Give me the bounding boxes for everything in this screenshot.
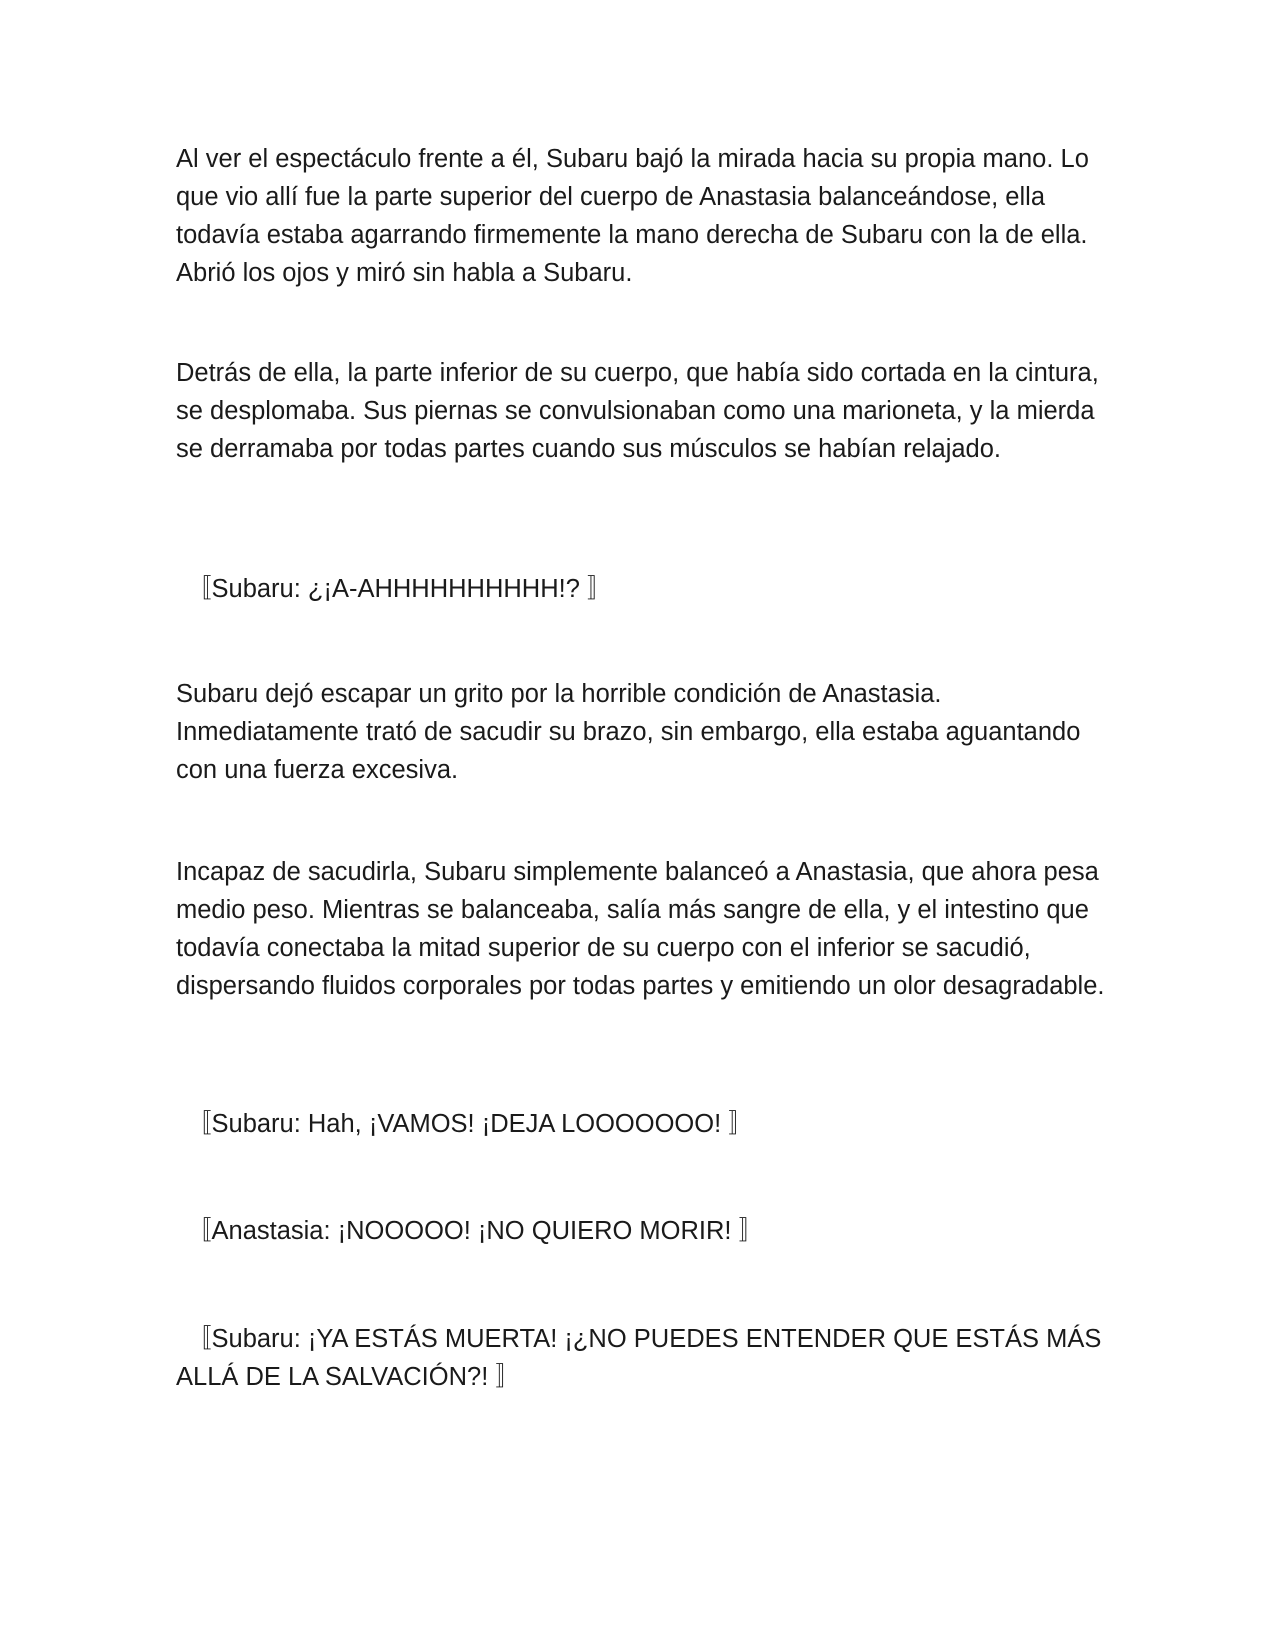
dialogue-line-4: 〚Subaru: ¡YA ESTÁS MUERTA! ¡¿NO PUEDES ENTENDER QUE ESTÁS MÁS ALLÁ DE LA SALVACIÓN?! 〛 xyxy=(176,1325,1102,1391)
paragraph-1: Al ver el espectáculo frente a él, Subaru bajó la mirada hacia su propia mano. Lo que vio allí fue la parte superior del cuerpo de Anastasia balanceándose, ella todavía estaba agarrando firmemente la mano derecha de Subaru con la de ella. Abrió los ojos y miró sin habla a Subaru. xyxy=(176,145,1089,287)
dialogue-line-1: 〚Subaru: ¿¡A-AHHHHHHHHHH!? 〛 xyxy=(186,575,613,603)
dialogue-line-3: 〚Anastasia: ¡NOOOOO! ¡NO QUIERO MORIR! 〛 xyxy=(186,1217,765,1245)
dialogue-line-2: 〚Subaru: Hah, ¡VAMOS! ¡DEJA LOOOOOOO! 〛 xyxy=(186,1110,754,1138)
paragraph-4: Incapaz de sacudirla, Subaru simplemente balanceó a Anastasia, que ahora pesa medio peso. Mientras se balanceaba, salía más sangre de ella, y el intestino que todavía conectaba la mitad superior de su cuerpo con el inferior se sacudió, dispersando fluidos corporales por todas partes y emitiendo un olor desagradable. xyxy=(176,858,1105,1000)
paragraph-3: Subaru dejó escapar un grito por la horrible condición de Anastasia. Inmediatamente trató de sacudir su brazo, sin embargo, ella estaba aguantando con una fuerza excesiva. xyxy=(176,680,1081,784)
paragraph-2: Detrás de ella, la parte inferior de su cuerpo, que había sido cortada en la cintura, se desplomaba. Sus piernas se convulsionaban como una marioneta, y la mierda se derramaba por todas partes cuando sus músculos se habían relajado. xyxy=(176,359,1099,463)
